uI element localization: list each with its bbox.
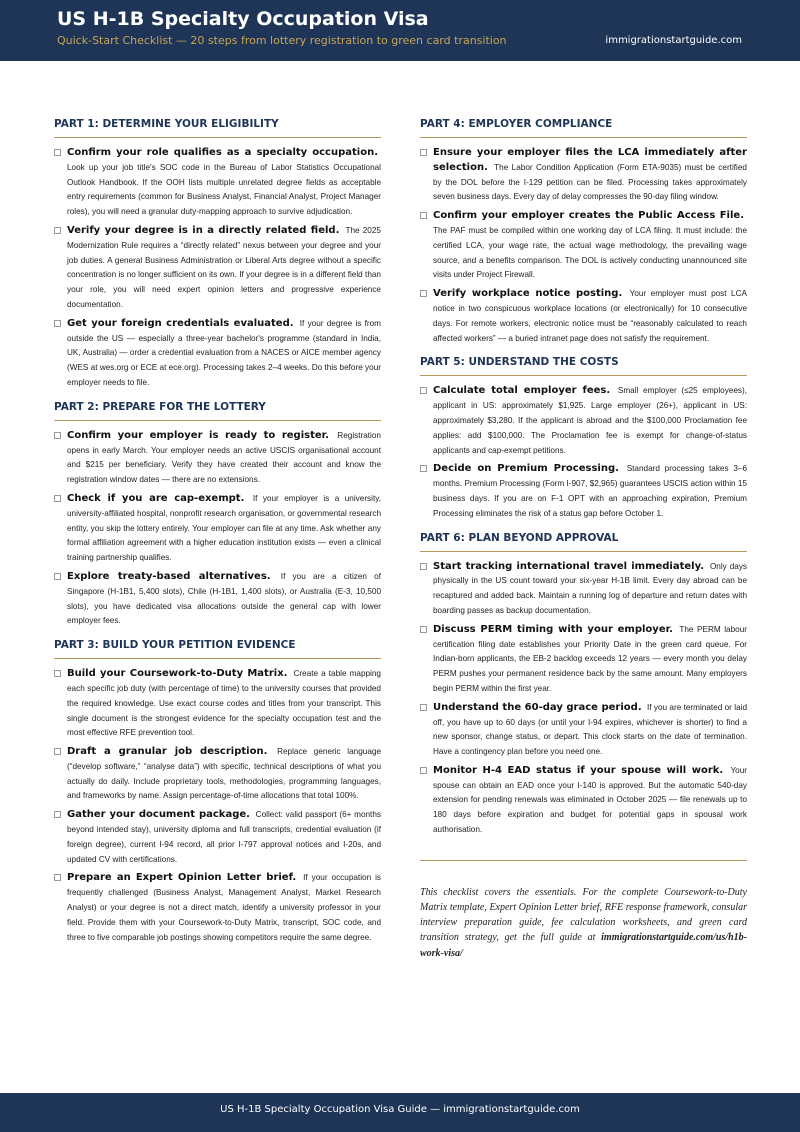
checklist-item-body: Standard processing takes 3–6 months. Premium Processing (Form I-907, $2,965) guarantees USCIS action within 15 business days. If you are on F-1 OPT with an approaching expiration, Premium Processing eliminates the risk of a status gap before October 1. — [433, 464, 747, 518]
checklist-item — [420, 764, 747, 838]
checklist-item-heading: Confirm your role qualifies as a specialty occupation. — [67, 147, 378, 158]
header-domain: immigrationstartguide.com — [605, 35, 742, 46]
checklist-item-heading: Prepare an Expert Opinion Letter brief. — [67, 872, 297, 884]
checklist-item — [54, 808, 381, 867]
checklist-item-body: If you are a citizen of Singapore (H-1B1, 5,400 slots), Chile (H-1B1, 1,400 slots), or Australia (E-3, 10,500 slots), you have dedicated visa allocations outside the general cap with lower employer fees. — [67, 571, 382, 626]
checklist-item-body: Look up your job title's SOC code in the Bureau of Labor Statistics Occupational Outlook Handbook. If the OOH lists multiple unrelated degree fields as acceptable entry requirements (common for Business Analyst, Financial Analyst, Project Manager roles), you will need a granular duty-mapping approach to survive adjudication. — [67, 162, 381, 217]
checklist-section — [54, 401, 381, 629]
checkbox-icon[interactable] — [420, 704, 427, 711]
checkbox-icon[interactable] — [420, 149, 427, 156]
checkbox-icon[interactable] — [420, 626, 427, 633]
checklist-items — [54, 146, 381, 391]
checkbox-icon[interactable] — [54, 573, 61, 580]
closing-divider — [420, 860, 747, 861]
checklist-item — [420, 560, 747, 619]
checklist-item-body: The 2025 Modernization Rule requires a “directly related” nexus between your degree and your job duties. A general Business Administration or Liberal Arts degree without a specific concentration is no longer sufficient on its own. If your degree is in a different field than your role, you will need expert opinion letters and progressive experience documentation. — [67, 225, 381, 309]
right-column — [420, 118, 747, 961]
checklist-item-body: If your employer is a university, university-affiliated hospital, nonprofit research organisation, or governmental research entity, you skip the lottery entirely. Your employer can file at any time. Ask whether any formal affiliation agreement with a higher education institution exists — even a clinical training partnership qualifies. — [67, 493, 381, 563]
checklist-item — [54, 146, 381, 220]
checklist-item — [420, 623, 747, 697]
checklist-item — [420, 287, 747, 346]
checkbox-icon[interactable] — [54, 495, 61, 502]
page-header — [0, 0, 800, 61]
checklist-item-body: The PAF must be compiled within one working day of LCA filing. It must include: the certified LCA, your wage rate, the actual wage methodology, the prevailing wage source, and a benefits comparison. The DOL is actively conducting unannounced site visits under Project Firewall. — [433, 225, 747, 280]
checklist-item-heading: Confirm your employer creates the Public Access File. — [433, 210, 744, 222]
checklist-item-body: Replace generic language (“develop software,” “analyse data”) with specific, technical descriptions of what you actually do daily. Include proprietary tools, methodologies, programming languages, and frameworks by name. Assign percentage-of-time allocations that total 100%. — [67, 747, 382, 801]
checkbox-icon[interactable] — [54, 670, 61, 677]
checkbox-icon[interactable] — [420, 563, 427, 570]
checklist-item-heading: Monitor H-4 EAD status if your spouse will work. — [433, 764, 724, 776]
checklist-items — [420, 560, 747, 838]
checklist-item-body: Your employer must post LCA notice in two conspicuous workplace locations (or electronically) for 10 consecutive days. For remote workers, electronic notice must be “reasonably calculated to reach affected workers” — a buried intranet page does not satisfy the requirement. — [433, 289, 747, 343]
checkbox-icon[interactable] — [54, 874, 61, 881]
checklist-item-heading: Verify workplace notice posting. — [433, 288, 623, 300]
checklist-item-body: Collect: valid passport (6+ months beyond intended stay), university diploma and full transcripts, credential evaluation (if foreign degree), current I-94 record, all prior I-797 approval notices and I-20s, and updated CV with certifications. — [67, 810, 381, 864]
checklist-items — [54, 429, 381, 629]
checklist-item-body: Only days physically in the US count toward your six-year H-1B limit. Every day abroad can be recaptured and added back. Maintain a running log of departure and return dates with boarding passes as backup documentation. — [433, 561, 748, 615]
section-title: PART 2: PREPARE FOR THE LOTTERY — [54, 401, 381, 421]
checkbox-icon[interactable] — [420, 465, 427, 472]
checklist-item-body: Registration opens in early March. Your employer needs an active USCIS organisational account and $215 per beneficiary. Verify they have created their account and know the registration window dates — there are no extensions. — [67, 430, 381, 485]
checkbox-icon[interactable] — [420, 290, 427, 297]
checklist-section — [420, 532, 747, 838]
checklist-item-heading: Explore treaty-based alternatives. — [67, 570, 271, 582]
section-title: PART 5: UNDERSTAND THE COSTS — [420, 356, 747, 376]
checkbox-icon[interactable] — [54, 748, 61, 755]
checklist-item-body: If your occupation is frequently challenged (Business Analyst, Management Analyst, Market Research Analyst) or your degree is not a direct match, identify a university professor in your field. Provide them with your Coursework-to-Duty Matrix, transcript, SOC code, and three to five comparable job postings showing competitors require the same degree. — [67, 873, 381, 942]
checklist-section — [420, 356, 747, 521]
checklist-item — [420, 209, 747, 283]
checklist-item-heading: Get your foreign credentials evaluated. — [67, 317, 294, 329]
checklist-item-heading: Start tracking international travel immediately. — [433, 560, 704, 572]
checklist-item-heading: Understand the 60-day grace period. — [433, 701, 642, 713]
checklist-item-heading: Discuss PERM timing with your employer. — [433, 623, 673, 635]
section-title: PART 1: DETERMINE YOUR ELIGIBILITY — [54, 118, 381, 138]
checklist-item-body: If your degree is from outside the US — especially a three-year bachelor's programme (standard in India, UK, Australia) — order a credential evaluation from a NACES or AICE member agency (WES at wes.org or ECE at ece.org). Processing takes 2–4 weeks. Do this before your employer needs to file. — [67, 318, 381, 387]
checkbox-icon[interactable] — [54, 811, 61, 818]
checklist-item-body: The PERM labour certification filing date establishes your Priority Date in the green card queue. For Indian-born applicants, the EB-2 backlog exceeds 12 years — every month you delay PERM pushes your permanent residence back by the same amount. Many employers begin PERM within the first year. — [433, 624, 747, 693]
checkbox-icon[interactable] — [54, 320, 61, 327]
checkbox-icon[interactable] — [420, 387, 427, 394]
checklist-items — [420, 146, 747, 346]
checklist-item — [54, 745, 381, 804]
checkbox-icon[interactable] — [54, 149, 61, 156]
checklist-item-heading: Ensure your employer files the LCA immediately after selection. — [433, 147, 747, 173]
checklist-item — [54, 667, 381, 741]
checklist-item-body: Small employer (≤25 employees), applicant in US: approximately $1,925. Large employer (26+), applicant in US: approximately $3,280. If the applicant is abroad and the $100,000 Proclamation fee applies: add $100,000. The Proclamation fee is exempt for change-of-status applicants and cap-exempt petitions. — [433, 386, 747, 455]
checklist-section — [54, 639, 381, 945]
checklist-item-body: Create a table mapping each specific job duty (with percentage of time) to the university courses that provided the required knowledge. Use exact course codes and titles from your transcript. This single document is the strongest evidence for the specialty occupation test and the most effective RFE prevention tool. — [67, 669, 381, 738]
page-footer: US H-1B Specialty Occupation Visa Guide — immigrationstartguide.com — [0, 1093, 800, 1132]
guide-link[interactable]: immigrationstartguide.com/us/h1b-work-visa/ — [420, 932, 748, 959]
checklist-item-heading: Build your Coursework-to-Duty Matrix. — [67, 668, 288, 680]
checklist-item-body: If you are terminated or laid off, you have up to 60 days (or until your I-94 expires, whichever is shorter) to find a new sponsor, change status, or depart. This clock starts on the date of termination. Have a contingency plan before you need one. — [433, 702, 748, 757]
checklist-item — [54, 224, 381, 313]
checkbox-icon[interactable] — [54, 432, 61, 439]
closing-note — [420, 885, 747, 961]
section-title: PART 3: BUILD YOUR PETITION EVIDENCE — [54, 639, 381, 659]
checklist-item-body: The Labor Condition Application (Form ETA-9035) must be certified by the DOL before the I-129 petition can be filed. Processing takes approximately seven business days. Every day of delay compresses the 90-day filing window. — [433, 162, 747, 202]
section-title: PART 6: PLAN BEYOND APPROVAL — [420, 532, 747, 552]
closing-text: This checklist covers the essentials. For the complete Coursework-to-Duty Matrix template, Expert Opinion Letter brief, RFE response framework, consular interview preparation guide, fee calculation worksheets, and green card transition strategy, get the full guide at — [420, 886, 747, 944]
checklist-item — [420, 701, 747, 760]
checklist-section — [420, 118, 747, 346]
section-title: PART 4: EMPLOYER COMPLIANCE — [420, 118, 747, 138]
left-column — [54, 118, 381, 955]
checklist-item-body: Your spouse can obtain an EAD once your I-140 is approved. But the automatic 540-day extension for pending renewals was eliminated in October 2025 — file renewals up to 180 days before expiration and budget for potential gaps in spousal work authorisation. — [433, 765, 747, 835]
checkbox-icon[interactable] — [420, 212, 427, 219]
checklist-item — [420, 146, 747, 205]
checklist-item-heading: Verify your degree is in a directly related field. — [67, 224, 340, 236]
checklist-item-heading: Calculate total employer fees. — [433, 385, 611, 397]
checklist-item-heading: Decide on Premium Processing. — [433, 463, 619, 475]
checklist-items — [420, 384, 747, 521]
checklist-item-heading: Check if you are cap-exempt. — [67, 492, 245, 504]
checklist-item — [54, 492, 381, 566]
checkbox-icon[interactable] — [54, 227, 61, 234]
checklist-section — [54, 118, 381, 391]
checklist-item — [420, 462, 747, 521]
checklist-item — [54, 429, 381, 488]
checklist-item — [54, 871, 381, 945]
checklist-item-heading: Confirm your employer is ready to register. — [67, 429, 329, 441]
checklist-item — [54, 317, 381, 391]
checklist-item — [54, 570, 381, 629]
checklist-item-heading: Draft a granular job description. — [67, 746, 268, 758]
checklist-item — [420, 384, 747, 458]
checklist-item-heading: Gather your document package. — [67, 809, 250, 821]
checklist-items — [54, 667, 381, 945]
page-subtitle: Quick-Start Checklist — 20 steps from lottery registration to green card transition — [57, 34, 507, 47]
page-title: US H-1B Specialty Occupation Visa — [57, 8, 429, 30]
checkbox-icon[interactable] — [420, 767, 427, 774]
